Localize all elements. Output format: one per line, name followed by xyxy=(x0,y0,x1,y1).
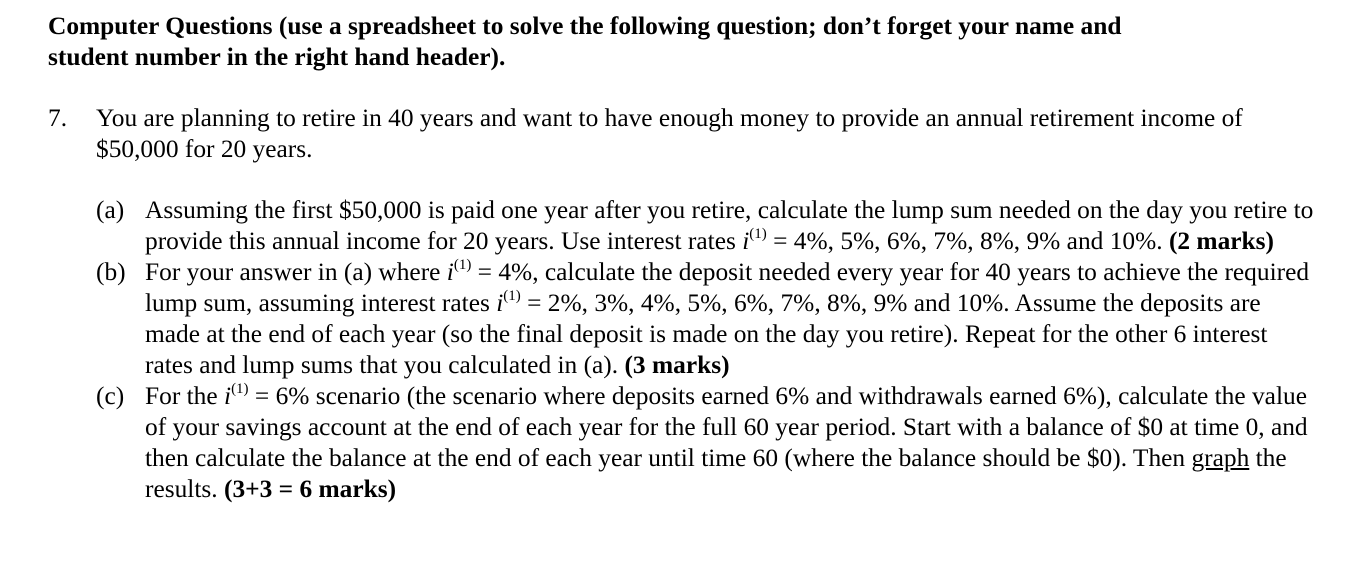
part-c-text-2: = 6% scenario (the scenario where deposits earned 6% and withdrawals earned 6%), calculate the value of your savings account at the end of each year for the full 60 year period. Start with a balance of $0 at time 0, and then calculate the balance at the end of each year until time 60 (where the balance should be $0). Then xyxy=(145,382,1308,472)
question-number: 7. xyxy=(48,104,68,132)
part-b-text-3: = 2%, 3%, 4%, 5%, 6%, 7%, 8%, 9% and 10%. Assume the deposits are made at the end of each year (so the final deposit is made on the day you retire). Repeat for the other 6 interest rates and lump sums that you calculated in (a). xyxy=(145,289,1268,379)
part-b-label: (b) xyxy=(96,258,126,286)
part-a xyxy=(96,195,1318,257)
part-a-marks: (2 marks) xyxy=(1168,227,1275,255)
document-page xyxy=(48,11,1318,505)
section-heading-line-2: student number in the right hand header). xyxy=(48,43,506,71)
rate-symbol-superscript: (1) xyxy=(749,226,767,242)
part-a-text-1: Assuming the first $50,000 is paid one year after you retire, calculate the lump sum needed on the day you retire to provide this annual income for 20 years. Use interest rates xyxy=(145,196,1314,255)
part-c-text-1: For the xyxy=(145,382,224,410)
part-c-label: (c) xyxy=(96,382,125,410)
section-heading-line-1: Computer Questions (use a spreadsheet to solve the following question; don’t forget your name and xyxy=(48,12,1122,40)
rate-symbol-superscript: (1) xyxy=(231,381,249,397)
section-heading xyxy=(48,11,1318,73)
part-a-label: (a) xyxy=(96,196,125,224)
part-b-text-1: For your answer in (a) where xyxy=(145,258,447,286)
part-b xyxy=(96,257,1318,381)
part-c-marks: (3+3 = 6 marks) xyxy=(224,475,397,503)
part-a-text-2: = 4%, 5%, 6%, 7%, 8%, 9% and 10%. xyxy=(766,227,1169,255)
rate-symbol: i xyxy=(446,258,454,286)
question-text: You are planning to retire in 40 years and want to have enough money to provide an annual retirement income of $50,000 for 20 years. xyxy=(96,104,1243,163)
rate-symbol-superscript: (1) xyxy=(453,257,472,273)
question-parts xyxy=(96,195,1318,505)
rate-symbol: i xyxy=(742,227,750,255)
rate-symbol-superscript: (1) xyxy=(503,288,521,304)
part-c-text-3: the results. xyxy=(145,444,1287,503)
graph-underlined-word: graph xyxy=(1191,444,1250,472)
rate-symbol: i xyxy=(496,289,504,317)
part-b-marks: (3 marks) xyxy=(624,351,730,379)
question-7 xyxy=(48,103,1318,505)
part-c xyxy=(96,381,1318,505)
part-b-text-2: = 4%, calculate the deposit needed every year for 40 years to achieve the required lump sum, assuming interest rates xyxy=(145,258,1310,317)
rate-symbol: i xyxy=(224,382,232,410)
